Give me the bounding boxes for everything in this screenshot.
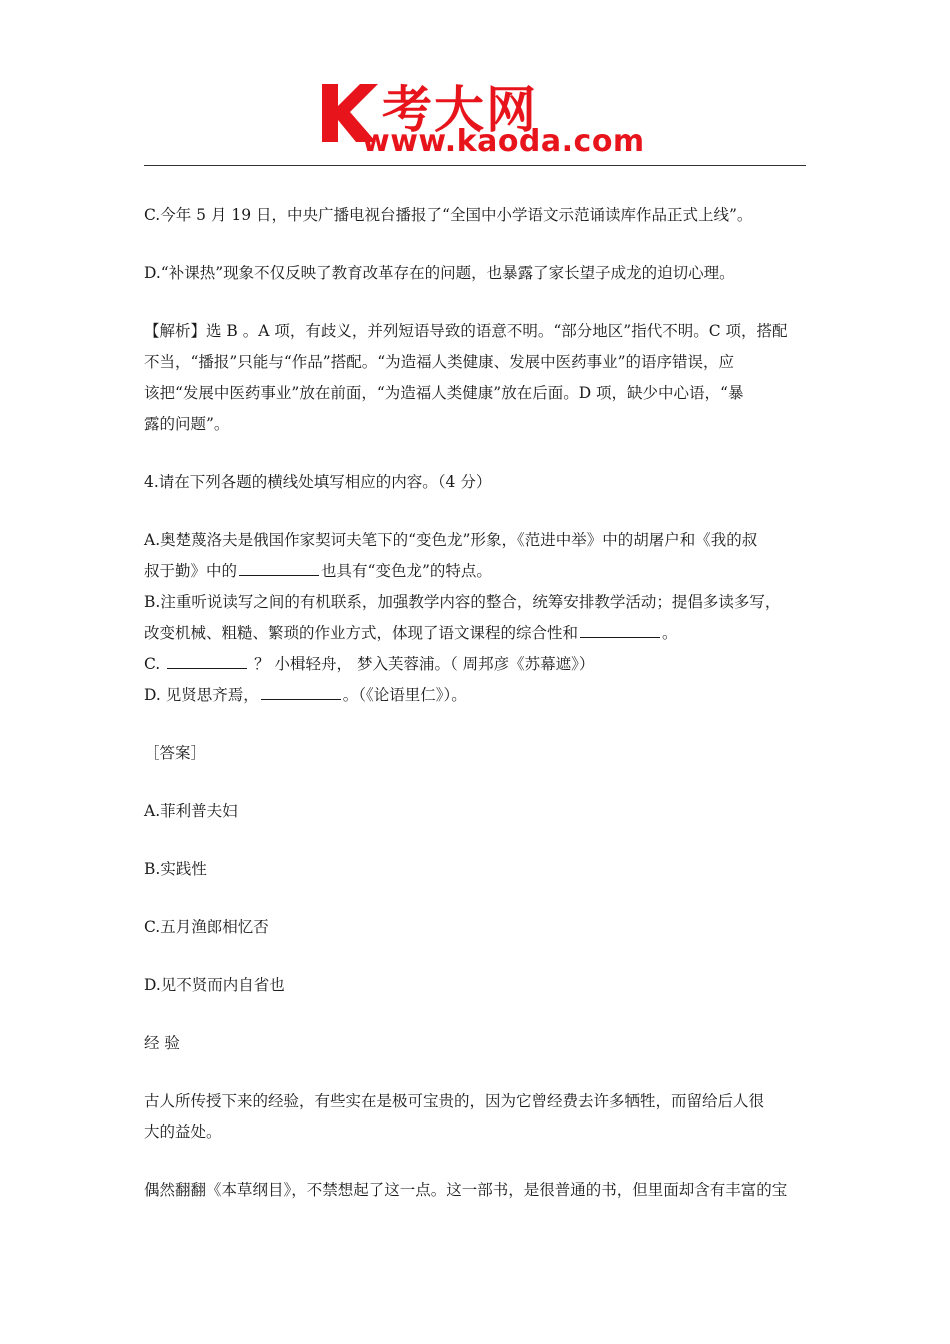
header-divider	[144, 165, 806, 166]
q4a-line-2: 叔于勤》中的 也具有“变色龙”的特点。	[144, 562, 492, 580]
analysis-line-2: 不当，“播报”只能与“作品”搭配。“为造福人类健康、发展中医药事业”的语序错误，应	[144, 353, 735, 371]
fill-blank	[261, 685, 341, 700]
essay-p2-line-1: 偶然翻翻《本草纲目》，不禁想起了这一点。这一部书，是很普通的书，但里面却含有丰富的宝	[144, 1181, 788, 1199]
analysis-line-3: 该把“发展中医药事业”放在前面，“为造福人类健康”放在后面。D 项，缺少中心语，“暴	[144, 384, 744, 402]
q4b-line-1: B.注重听说读写之间的有机联系，加强教学内容的整合，统筹安排教学活动；提倡多读多写，	[144, 593, 781, 611]
essay-title: 经 验	[144, 1034, 180, 1052]
option-d: D.“补课热”现象不仅反映了教育改革存在的问题，也暴露了家长望子成龙的迫切心理。	[144, 264, 735, 282]
answer-b: B.实践性	[144, 860, 207, 878]
fill-blank	[580, 623, 660, 638]
document-body	[144, 200, 808, 1206]
answer-d: D.见不贤而内自省也	[144, 976, 285, 994]
q4c-line: C. ？ 小楫轻舟， 梦入芙蓉浦。（ 周邦彦《苏幕遮》）	[144, 655, 595, 673]
q4d-line: D. 见贤思齐焉， 。（《论语里仁》）。	[144, 686, 467, 704]
kaoda-logo	[316, 76, 646, 160]
answer-c: C.五月渔郎相忆否	[144, 918, 269, 936]
analysis-line-4: 露的问题”。	[144, 415, 230, 433]
fill-blank	[239, 561, 319, 576]
q4a-line-1: A.奥楚蔑洛夫是俄国作家契诃夫笔下的“变色龙”形象，《范进中举》中的胡屠户和《我的叔	[144, 531, 758, 549]
fill-blank	[167, 654, 247, 669]
analysis-line-1: 【解析】选 B 。A 项，有歧义，并列短语导致的语意不明。“部分地区”指代不明。C 项，搭配	[144, 322, 788, 340]
essay-p1-line-2: 大的益处。	[144, 1123, 222, 1141]
answer-a: A.菲利普夫妇	[144, 802, 238, 820]
logo-url-text: www.kaoda.com	[362, 124, 645, 159]
answer-label: ［答案］	[144, 744, 207, 762]
option-c: C.今年 5 月 19 日，中央广播电视台播报了“全国中小学语文示范诵读库作品正式上线”。	[144, 206, 753, 224]
essay-p1-line-1: 古人所传授下来的经验，有些实在是极可宝贵的，因为它曾经费去许多牺牲，而留给后人很	[144, 1092, 765, 1110]
q4b-line-2: 改变机械、粗糙、繁琐的作业方式，体现了语文课程的综合性和 。	[144, 624, 678, 642]
question-4: 4.请在下列各题的横线处填写相应的内容。（4 分）	[144, 473, 492, 491]
logo-chinese-text: 考大网	[382, 81, 538, 139]
